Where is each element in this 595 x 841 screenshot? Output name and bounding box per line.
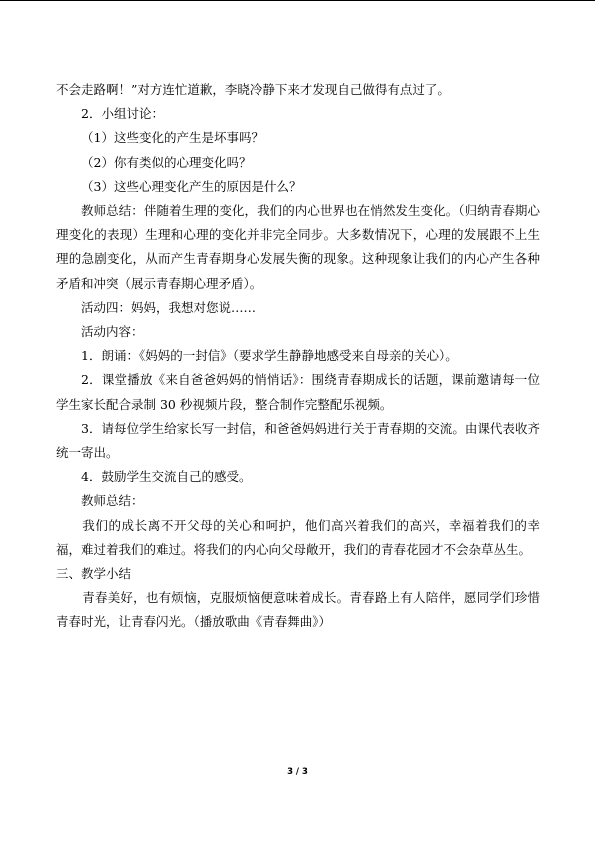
document-body [56,78,540,635]
paragraph-16: 青春美好，也有烦恼，克服烦恼便意味着成长。青春路上有人陪伴，愿同学们珍惜青春时光，让青春闪光。（播放歌曲《青春舞曲》） [56,590,540,630]
paragraph-13: 教师总结： [81,493,144,509]
paragraph-12: 4．鼓励学生交流自己的感受。 [81,469,252,485]
paragraph-6: 教师总结：伴随着生理的变化，我们的内心世界也在悄然发生变化。（归纳青春期心理变化的表现）生理和心理的变化并非完全同步。大多数情况下，心理的发展跟不上生理的急剧变化，从而产生青春期身心发展失衡的现象。这种现象让我们的内心产生各种矛盾和冲突（展示青春期心理矛盾）。 [56,203,540,291]
paragraph-10: 2．课堂播放《来自爸爸妈妈的悄悄话》：围绕青春期成长的话题，课前邀请每一位学生家长配合录制 30 秒视频片段，整合制作完整配乐视频。 [56,372,540,412]
paragraph-9: 1．朗诵：《妈妈的一封信》（要求学生静静地感受来自母亲的关心）。 [81,348,458,364]
paragraph-8: 活动内容： [81,324,144,340]
paragraph-5: （3）这些心理变化产生的原因是什么？ [81,178,302,194]
paragraph-3: （1）这些变化的产生是坏事吗？ [81,130,264,146]
paragraph-7: 活动四：妈妈，我想对您说…… [81,299,257,315]
paragraph-11: 3．请每位学生给家长写一封信，和爸爸妈妈进行关于青春期的交流。由课代表收齐统一寄出。 [56,420,540,461]
page-number: 3 / 3 [287,767,308,777]
paragraph-4: （2）你有类似的心理变化吗？ [81,154,252,170]
header-rule [0,0,595,1]
paragraph-2: 2．小组讨论： [81,106,164,122]
section-heading: 三、教学小结 [56,566,132,582]
paragraph-1: 不会走路啊！”对方连忙道歉，李晓冷静下来才发现自己做得有点过了。 [56,82,450,97]
paragraph-14: 我们的成长离不开父母的关心和呵护，他们高兴着我们的高兴，幸福着我们的幸福，难过着我们的难过。将我们的内心向父母敞开，我们的青春花园才不会杂草丛生。 [56,517,540,557]
